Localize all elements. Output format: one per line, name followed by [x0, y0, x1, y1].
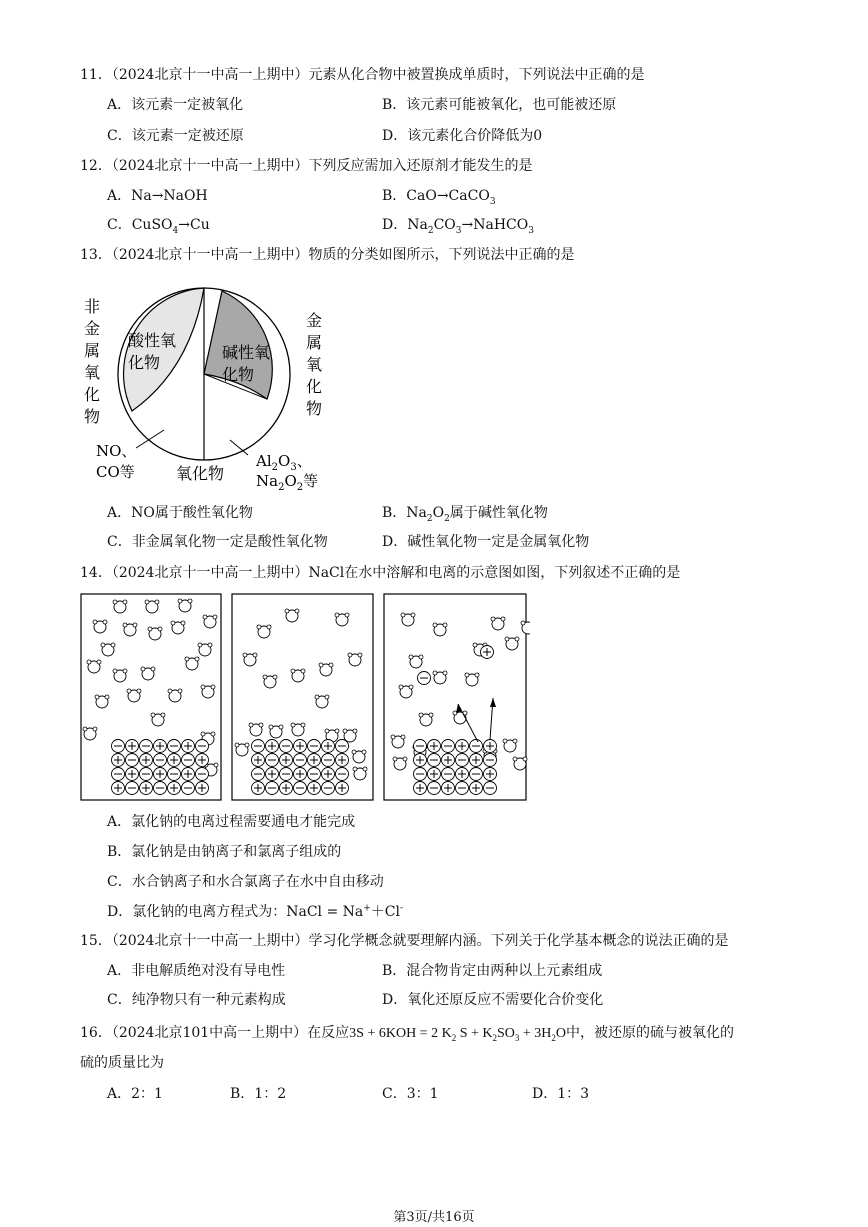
nonmetal-oxide-label: 非 金 属 氧 化 物	[84, 297, 101, 426]
chloride-ion	[322, 754, 335, 767]
sodium-ion	[322, 740, 335, 753]
no-co-label: NO、 CO等	[96, 442, 137, 481]
q13-option-b[interactable]	[382, 504, 548, 522]
q16-option-b[interactable]: B．1：2	[230, 1086, 287, 1102]
sodium-ion	[414, 782, 427, 795]
chloride-ion	[308, 768, 321, 781]
sodium-ion	[484, 768, 497, 781]
q16-option-d[interactable]: D．1：3	[532, 1086, 590, 1102]
chloride-ion	[168, 740, 181, 753]
water-molecule	[148, 627, 162, 640]
sodium-ion	[196, 782, 209, 795]
q15-option-a[interactable]: A．非电解质绝对没有导电性	[107, 963, 286, 979]
chloride-ion	[112, 740, 125, 753]
water-molecule	[145, 600, 159, 613]
sodium-ion	[126, 768, 139, 781]
nacl-dissolution-figure	[80, 592, 530, 804]
subscript: 3	[489, 196, 496, 207]
chloride-ion	[484, 754, 497, 767]
sodium-ion	[280, 754, 293, 767]
q15-option-c[interactable]: C．纯净物只有一种元素构成	[107, 992, 286, 1008]
chloride-ion	[266, 782, 279, 795]
q14-option-b[interactable]: B．氯化钠是由钠离子和氯离子组成的	[107, 844, 342, 860]
text: →NaHCO	[461, 217, 529, 233]
water-molecule	[513, 757, 527, 770]
chloride-ion	[428, 754, 441, 767]
chloride-ion	[280, 768, 293, 781]
water-molecule	[87, 660, 101, 673]
water-molecule	[401, 613, 415, 626]
q13-option-a[interactable]: A．NO属于酸性氧化物	[107, 505, 253, 521]
chloride-ion	[252, 740, 265, 753]
water-molecule	[185, 657, 199, 670]
chloride-ion	[336, 768, 349, 781]
water-molecule	[393, 757, 407, 770]
page-footer: 第3页/共16页	[393, 1210, 475, 1225]
q14-stem: 14．（2024北京十一中高一上期中）NaCl在水中溶解和电离的示意图如图，下列叙述不正确的是	[80, 565, 681, 581]
text: →Cu	[178, 217, 210, 233]
text: CO	[433, 217, 456, 233]
q11-stem: 11．（2024北京十一中高一上期中）元素从化合物中被置换成单质时，下列说法中正确的是	[80, 67, 645, 83]
sodium-ion	[414, 754, 427, 767]
water-molecule	[171, 621, 185, 634]
chloride-ion	[168, 768, 181, 781]
text: D．Na	[382, 217, 428, 233]
water-molecule	[151, 713, 165, 726]
water-molecule	[352, 750, 366, 763]
superscript: +	[363, 903, 371, 914]
sodium-ion	[196, 754, 209, 767]
sodium-ion	[428, 768, 441, 781]
sodium-ion	[266, 768, 279, 781]
chloride-ion	[280, 740, 293, 753]
water-molecule	[93, 620, 107, 633]
water-molecule	[335, 613, 349, 626]
chloride-ion	[182, 782, 195, 795]
chloride-ion	[196, 768, 209, 781]
water-molecule	[503, 739, 517, 752]
sodium-ion	[470, 754, 483, 767]
chloride-ion	[470, 768, 483, 781]
water-molecule	[391, 735, 405, 748]
q15-option-b[interactable]: B．混合物肯定由两种以上元素组成	[382, 963, 603, 979]
chloride-ion	[456, 754, 469, 767]
water-molecule	[235, 743, 249, 756]
q13-option-c[interactable]: C．非金属氧化物一定是酸性氧化物	[107, 534, 328, 550]
sodium-ion	[168, 782, 181, 795]
chloride-ion	[252, 768, 265, 781]
subscript: 3	[455, 225, 462, 236]
water-molecule	[433, 671, 447, 684]
q16-stem	[80, 1024, 734, 1043]
water-molecule	[433, 623, 447, 636]
water-molecule	[201, 685, 215, 698]
water-molecule	[269, 725, 283, 738]
sodium-ion	[112, 782, 125, 795]
sodium-ion	[428, 740, 441, 753]
oxide-classification-figure	[80, 280, 340, 495]
q15-option-d[interactable]: D．氧化还原反应不需要化合价变化	[382, 992, 604, 1008]
chloride-ion	[456, 782, 469, 795]
sodium-ion	[442, 754, 455, 767]
water-molecule	[399, 685, 413, 698]
water-molecule	[178, 599, 192, 612]
q16-option-a[interactable]: A．2：1	[107, 1086, 163, 1102]
text: 中，被还原的硫与被氧化的	[566, 1025, 735, 1041]
chloride-ion	[470, 740, 483, 753]
sodium-ion	[182, 740, 195, 753]
reaction-equation: 3S + 6KOH = 2 $K_2$ $S + K_2SO_3 + 3H_2O$	[349, 1026, 567, 1043]
q11-option-d[interactable]: D．该元素化合价降低为0	[382, 128, 543, 144]
water-molecule	[123, 623, 137, 636]
q12-option-a[interactable]: A．Na→NaOH	[107, 188, 208, 204]
water-molecule	[168, 689, 182, 702]
chloride-ion	[140, 740, 153, 753]
chloride-ion	[154, 754, 167, 767]
chloride-ion	[294, 754, 307, 767]
chloride-ion	[484, 782, 497, 795]
chloride-ion	[154, 782, 167, 795]
sodium-ion	[252, 754, 265, 767]
sodium-ion	[442, 782, 455, 795]
q16-stem-line2: 硫的质量比为	[80, 1055, 164, 1071]
oxide-label: 氧化物	[176, 464, 225, 483]
text: B．Na	[382, 505, 427, 521]
q15-stem: 15．（2024北京十一中高一上期中）学习化学概念就要理解内涵。下列关于化学基本概念的说法正确的是	[80, 933, 729, 949]
sodium-ion	[294, 768, 307, 781]
water-molecule	[409, 655, 423, 668]
chloride-ion	[294, 782, 307, 795]
water-molecule	[505, 637, 519, 650]
sodium-ion	[484, 740, 497, 753]
sodium-ion	[456, 768, 469, 781]
text: ＋Cl	[370, 904, 400, 920]
basic-oxide-label: 碱性氧 化物	[222, 343, 271, 384]
na2o2-label: $Na_2O_2$等	[256, 472, 319, 493]
water-molecule	[249, 723, 263, 736]
q13-stem: 13．（2024北京十一中高一上期中）物质的分类如图所示，下列说法中正确的是	[80, 247, 575, 263]
water-molecule	[141, 667, 155, 680]
water-molecule	[285, 609, 299, 622]
text: C．CuSO	[107, 217, 173, 233]
sodium-ion	[154, 768, 167, 781]
metal-oxide-label: 金 属 氧 化 物	[306, 311, 323, 418]
sodium-ion	[294, 740, 307, 753]
chloride-ion	[126, 754, 139, 767]
chloride-ion	[414, 768, 427, 781]
subscript: 2	[444, 513, 450, 524]
chloride-ion	[322, 782, 335, 795]
chloride-ion	[442, 768, 455, 781]
water-molecule	[113, 600, 127, 613]
q16-option-c[interactable]: C．3：1	[382, 1086, 439, 1102]
text: 属于碱性氧化物	[449, 505, 548, 521]
water-molecule	[419, 713, 433, 726]
sodium-ion	[112, 754, 125, 767]
water-molecule	[101, 643, 115, 656]
chloride-ion	[336, 740, 349, 753]
sodium-ion	[308, 782, 321, 795]
water-molecule	[198, 643, 212, 656]
water-molecule	[257, 625, 271, 638]
water-molecule	[319, 663, 333, 676]
q11-option-b[interactable]: B．该元素可能被氧化，也可能被还原	[382, 97, 617, 113]
water-molecule	[315, 695, 329, 708]
water-molecule	[353, 767, 367, 780]
sodium-ion	[336, 754, 349, 767]
chloride-ion	[418, 672, 431, 685]
q13-option-d[interactable]: D．碱性氧化物一定是金属氧化物	[382, 534, 590, 550]
sodium-ion	[266, 740, 279, 753]
sodium-ion	[280, 782, 293, 795]
sodium-ion	[308, 754, 321, 767]
sodium-ion	[456, 740, 469, 753]
chloride-ion	[308, 740, 321, 753]
q12-option-b[interactable]	[382, 187, 496, 205]
text: B．CaO→CaCO	[382, 188, 490, 204]
chloride-ion	[428, 782, 441, 795]
chloride-ion	[442, 740, 455, 753]
sodium-ion	[336, 782, 349, 795]
sodium-ion	[481, 646, 494, 659]
q12-stem: 12．（2024北京十一中高一上期中）下列反应需加入还原剂才能发生的是	[80, 158, 533, 174]
subscript: 2	[426, 513, 433, 524]
water-molecule	[263, 675, 277, 688]
sodium-ion	[126, 740, 139, 753]
sodium-ion	[252, 782, 265, 795]
sodium-ion	[168, 754, 181, 767]
water-molecule	[95, 695, 109, 708]
chloride-ion	[112, 768, 125, 781]
chloride-ion	[126, 782, 139, 795]
water-molecule	[465, 673, 479, 686]
water-molecule	[291, 669, 305, 682]
water-molecule	[83, 727, 97, 740]
water-molecule	[203, 615, 217, 628]
text: 16．（2024北京101中高一上期中）在反应	[80, 1025, 350, 1041]
q11-option-a[interactable]: A．该元素一定被氧化	[107, 97, 244, 113]
al2o3-label: $Al_2O_3$、	[256, 452, 312, 473]
acidic-oxide-label: 酸性氧 化物	[128, 331, 177, 372]
superscript: -	[400, 903, 404, 914]
water-molecule	[491, 617, 505, 630]
sodium-ion	[470, 782, 483, 795]
subscript: 4	[172, 225, 179, 236]
water-molecule	[291, 723, 305, 736]
water-molecule	[243, 653, 257, 666]
sodium-ion	[322, 768, 335, 781]
text: O	[432, 505, 445, 521]
water-molecule	[113, 669, 127, 682]
chloride-ion	[266, 754, 279, 767]
q14-option-d[interactable]	[107, 903, 403, 921]
sodium-ion	[140, 754, 153, 767]
sodium-ion	[182, 768, 195, 781]
chloride-ion	[182, 754, 195, 767]
chloride-ion	[414, 740, 427, 753]
water-molecule	[348, 653, 362, 666]
chloride-ion	[196, 740, 209, 753]
chloride-ion	[140, 768, 153, 781]
subscript: 2	[427, 225, 434, 236]
subscript: 3	[528, 225, 534, 236]
q12-option-c[interactable]	[107, 216, 210, 234]
q11-option-c[interactable]: C．该元素一定被还原	[107, 128, 244, 144]
water-molecule	[127, 689, 141, 702]
q14-option-c[interactable]: C．水合钠离子和水合氯离子在水中自由移动	[107, 874, 384, 890]
q14-option-a[interactable]: A．氯化钠的电离过程需要通电才能完成	[107, 814, 356, 830]
text: D．氯化钠的电离方程式为：NaCl = Na	[107, 904, 364, 920]
q12-option-d[interactable]	[382, 216, 534, 234]
sodium-ion	[154, 740, 167, 753]
sodium-ion	[140, 782, 153, 795]
